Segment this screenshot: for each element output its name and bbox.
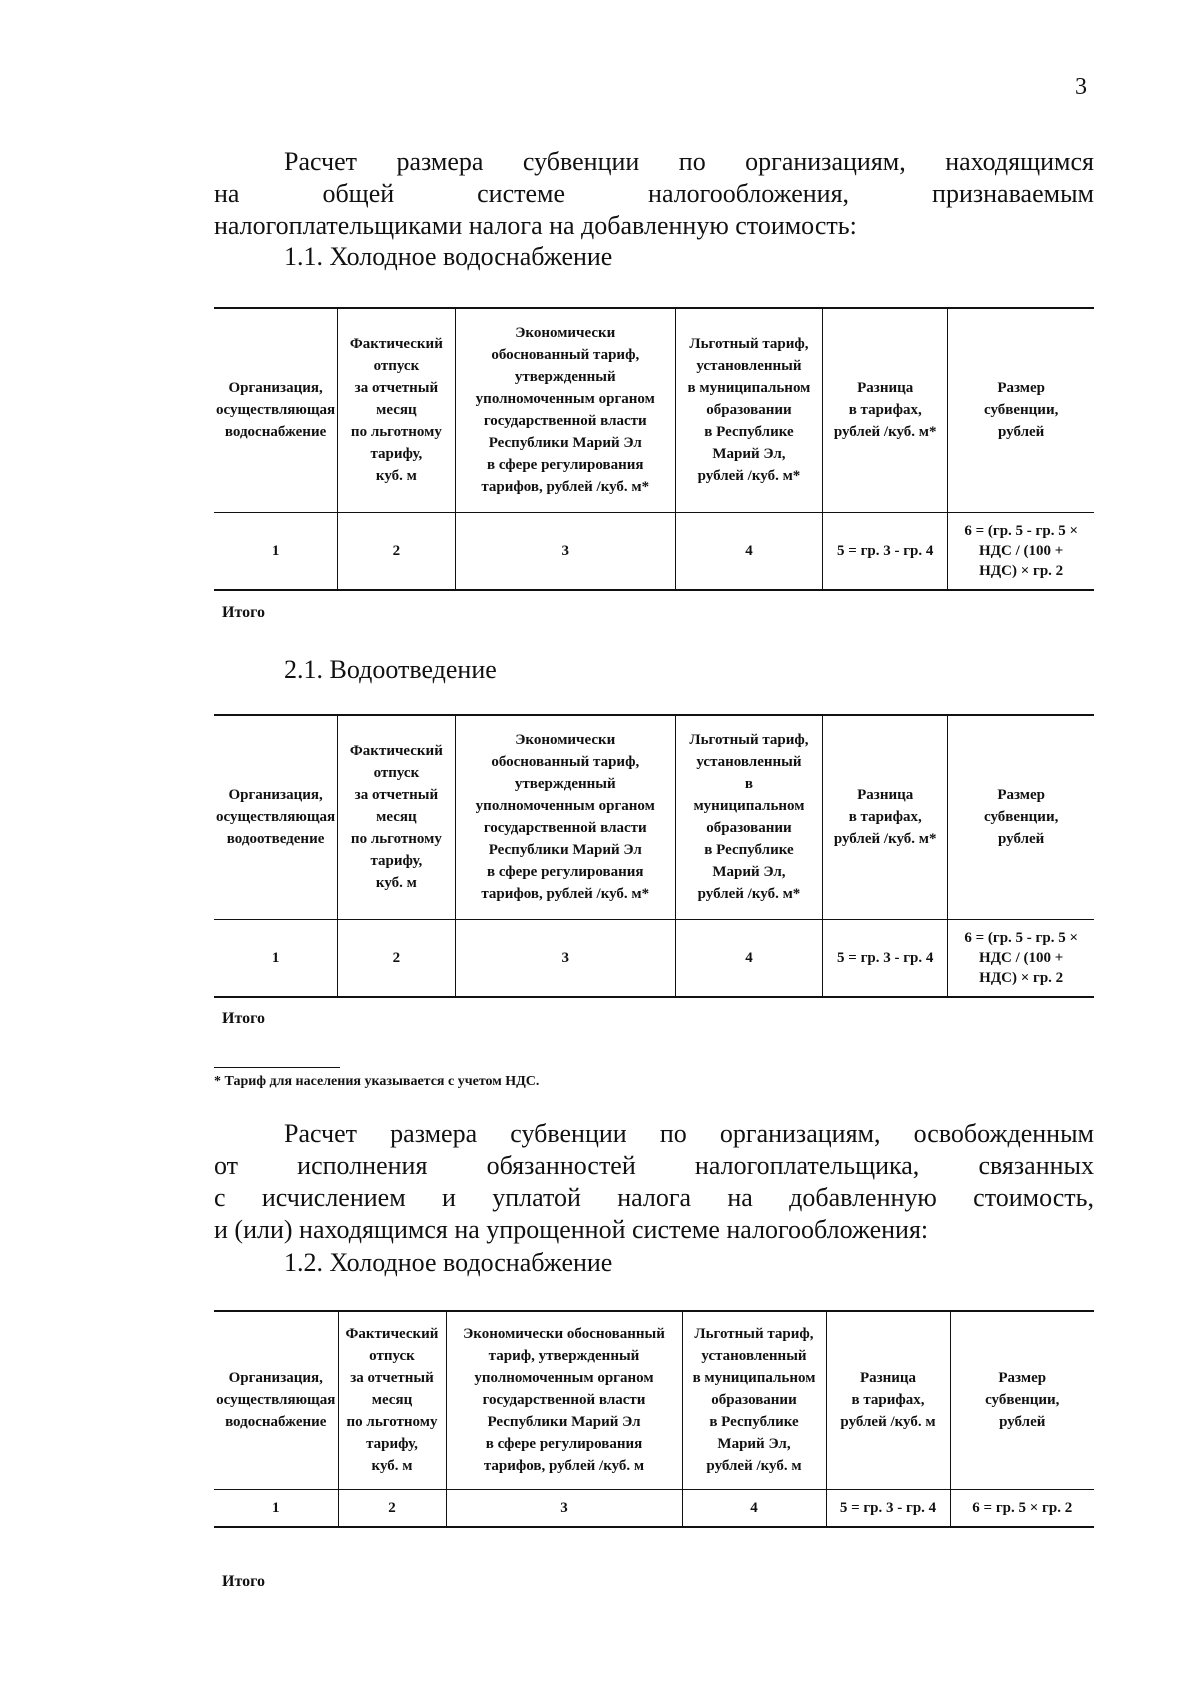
table-cold-water-vat — [214, 307, 1094, 591]
header-cell: Льготный тариф, установленный в муниципальном образовании в Республике Марий Эл, рублей /куб. м* — [675, 308, 822, 512]
header-cell: Фактический отпуск за отчетный месяц по льготному тарифу, куб. м — [338, 715, 455, 919]
header-cell: Разница в тарифах, рублей /куб. м* — [823, 308, 948, 512]
footnote: * Тариф для населения указывается с учетом НДС. — [214, 1074, 540, 1089]
header-cell: Организация, осуществляющая водоснабжение — [214, 1311, 338, 1489]
header-cell: Экономически обоснованный тариф, утвержденный уполномоченным органом государственной власти Республики Марий Эл в сфере регулирования тарифов, рублей /куб. м* — [455, 715, 675, 919]
header-cell: Экономически обоснованный тариф, утвержденный уполномоченным органом государственной власти Республики Марий Эл в сфере регулирования тарифов, рублей /куб. м — [446, 1311, 682, 1489]
section3-heading: 1.2. Холодное водоснабжение — [284, 1248, 613, 1277]
number-cell: 1 — [214, 1489, 338, 1527]
table-number-row — [214, 512, 1094, 590]
header-cell: Льготный тариф, установленный в муниципальном образовании в Республике Марий Эл, рублей /куб. м* — [675, 715, 822, 919]
header-cell: Организация, осуществляющая водоснабжение — [214, 308, 338, 512]
section3-intro-line: Расчет размера субвенции по организациям, освобожденным — [284, 1119, 1094, 1148]
header-cell: Размер субвенции, рублей — [948, 715, 1094, 919]
number-cell: 2 — [338, 919, 455, 997]
section1-intro-line: налогоплательщиками налога на добавленную стоимость: — [214, 211, 857, 240]
section3-intro-line: и (или) находящимся на упрощенной системе налогообложения: — [214, 1215, 929, 1244]
header-cell: Разница в тарифах, рублей /куб. м — [826, 1311, 950, 1489]
section3-intro-line: с исчислением и уплатой налога на добавленную стоимость, — [214, 1183, 1094, 1212]
section1-intro-line: на общей системе налогообложения, признаваемым — [214, 179, 1094, 208]
header-cell: Льготный тариф, установленный в муниципальном образовании в Республике Марий Эл, рублей /куб. м — [682, 1311, 826, 1489]
header-cell: Размер субвенции, рублей — [948, 308, 1094, 512]
number-cell: 6 = (гр. 5 - гр. 5 × НДС / (100 + НДС) × гр. 2 — [948, 919, 1094, 997]
number-cell: 3 — [446, 1489, 682, 1527]
table-wastewater-vat — [214, 714, 1094, 998]
footnote-rule — [214, 1067, 340, 1068]
number-cell: 2 — [338, 512, 455, 590]
table-header-row — [214, 715, 1094, 919]
table3-total-label: Итого — [222, 1573, 265, 1590]
header-cell: Фактический отпуск за отчетный месяц по льготному тарифу, куб. м — [338, 308, 455, 512]
header-cell: Организация, осуществляющая водоотведение — [214, 715, 338, 919]
table2-total-label: Итого — [222, 1010, 265, 1027]
number-cell: 4 — [675, 512, 822, 590]
header-cell: Экономически обоснованный тариф, утвержденный уполномоченным органом государственной власти Республики Марий Эл в сфере регулирования тарифов, рублей /куб. м* — [455, 308, 675, 512]
number-cell: 5 = гр. 3 - гр. 4 — [823, 512, 948, 590]
section3-intro — [214, 1118, 1094, 1246]
number-cell: 1 — [214, 512, 338, 590]
number-cell: 3 — [455, 919, 675, 997]
number-cell: 2 — [338, 1489, 446, 1527]
section1-intro — [214, 146, 1094, 242]
page-number: 3 — [1075, 74, 1087, 100]
number-cell: 6 = гр. 5 × гр. 2 — [950, 1489, 1094, 1527]
number-cell: 1 — [214, 919, 338, 997]
number-cell: 5 = гр. 3 - гр. 4 — [823, 919, 948, 997]
table-cold-water-no-vat — [214, 1310, 1094, 1528]
number-cell: 4 — [682, 1489, 826, 1527]
section1-intro-line: Расчет размера субвенции по организациям, находящимся — [284, 147, 1094, 176]
section2-heading: 2.1. Водоотведение — [284, 655, 497, 684]
table-header-row — [214, 308, 1094, 512]
table-number-row — [214, 919, 1094, 997]
section1-heading: 1.1. Холодное водоснабжение — [284, 242, 613, 271]
table1-total-label: Итого — [222, 604, 265, 621]
number-cell: 4 — [675, 919, 822, 997]
table-header-row — [214, 1311, 1094, 1489]
table-number-row — [214, 1489, 1094, 1527]
number-cell: 6 = (гр. 5 - гр. 5 × НДС / (100 + НДС) × гр. 2 — [948, 512, 1094, 590]
number-cell: 5 = гр. 3 - гр. 4 — [826, 1489, 950, 1527]
header-cell: Размер субвенции, рублей — [950, 1311, 1094, 1489]
number-cell: 3 — [455, 512, 675, 590]
section3-intro-line: от исполнения обязанностей налогоплательщика, связанных — [214, 1151, 1094, 1180]
header-cell: Фактический отпуск за отчетный месяц по льготному тарифу, куб. м — [338, 1311, 446, 1489]
header-cell: Разница в тарифах, рублей /куб. м* — [823, 715, 948, 919]
